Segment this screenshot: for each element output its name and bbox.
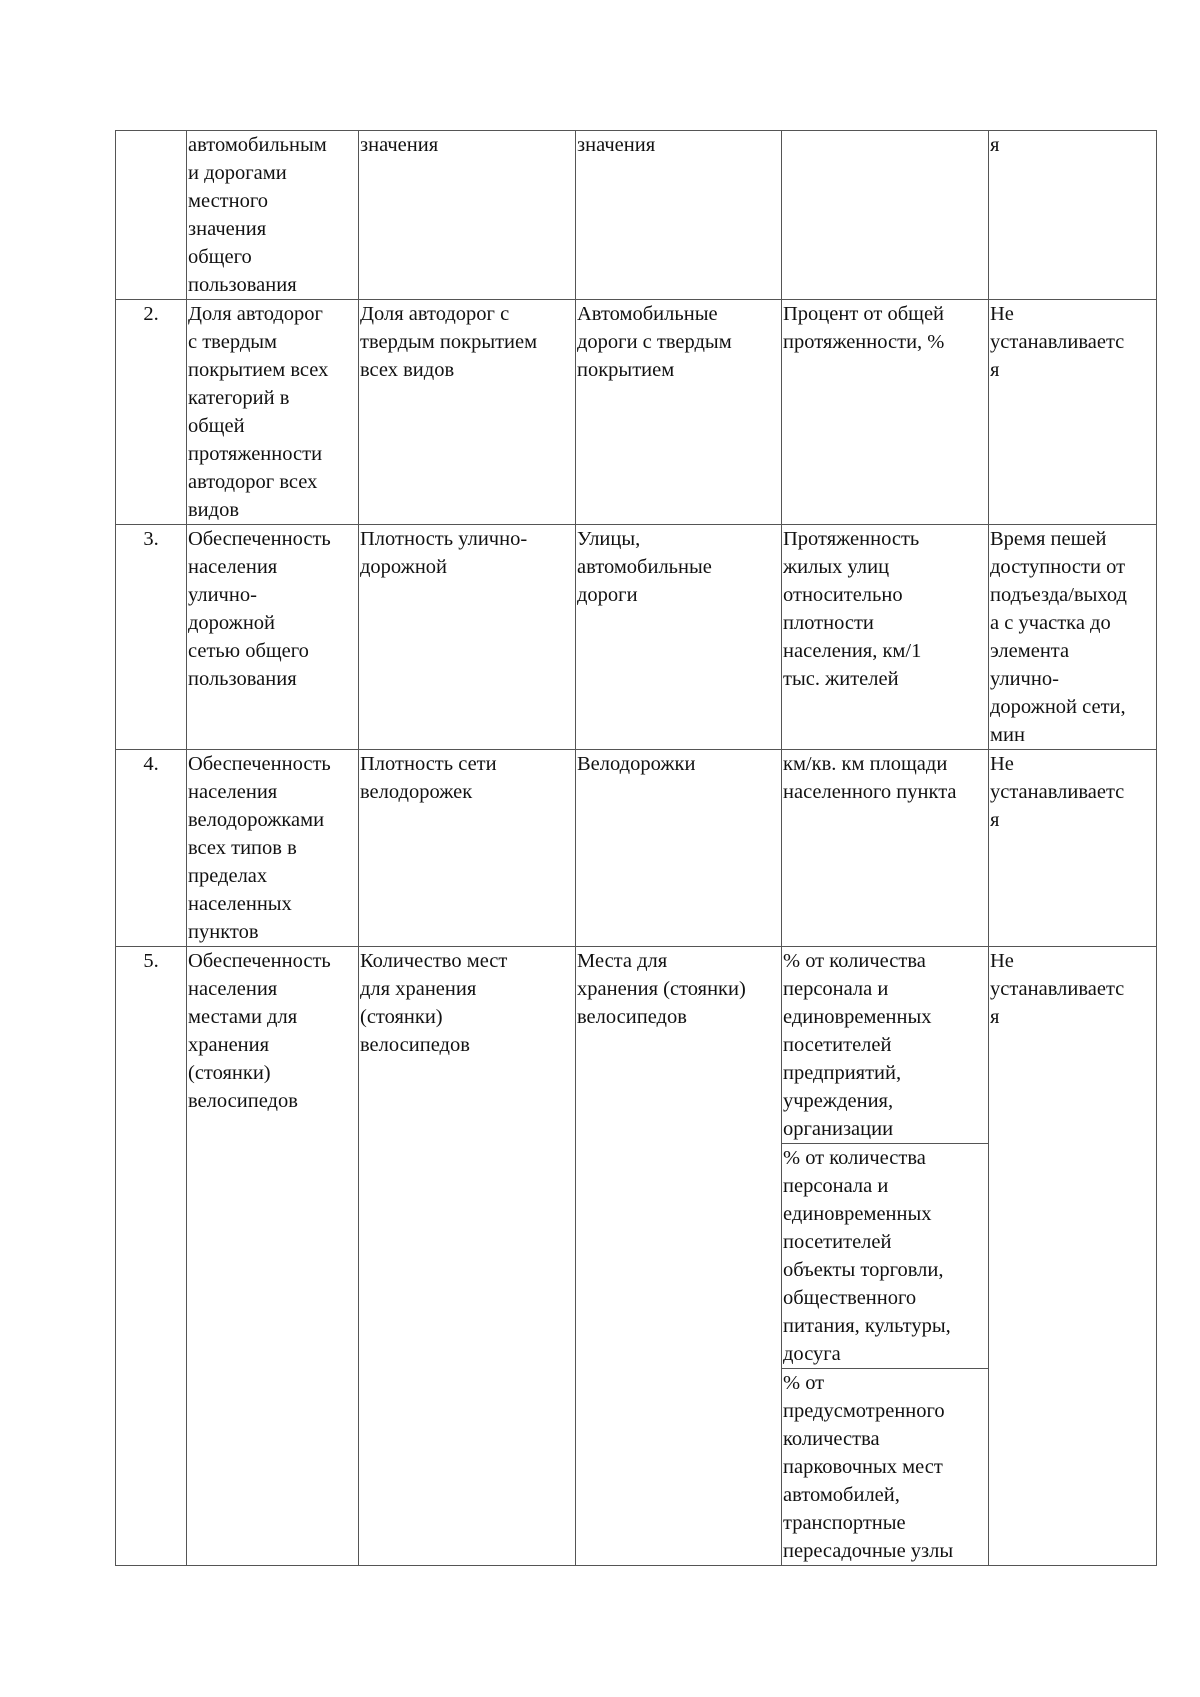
object-cell: Улицы, автомобильные дороги xyxy=(576,525,782,750)
unit-cell xyxy=(782,131,989,300)
parameter-cell: Доля автодорог с твердым покрытием всех видов xyxy=(359,300,576,525)
accessibility-cell: Время пешей доступности от подъезда/выход а с участка до элемента улично- дорожной сети, мин xyxy=(989,525,1157,750)
parameter-cell: значения xyxy=(359,131,576,300)
row-number-cell: 2. xyxy=(116,300,187,525)
unit-cell: Протяженность жилых улиц относительно плотности населения, км/1 тыс. жителей xyxy=(782,525,989,750)
parameter-cell: Плотность улично- дорожной xyxy=(359,525,576,750)
parameter-cell: Количество мест для хранения (стоянки) велосипедов xyxy=(359,947,576,1566)
indicator-cell: Доля автодорог с твердым покрытием всех категорий в общей протяженности автодорог всех видов xyxy=(187,300,359,525)
accessibility-cell: я xyxy=(989,131,1157,300)
accessibility-cell: Не устанавливаетс я xyxy=(989,947,1157,1566)
object-cell: Автомобильные дороги с твердым покрытием xyxy=(576,300,782,525)
table-row xyxy=(116,750,1157,947)
indicator-cell: Обеспеченность населения местами для хранения (стоянки) велосипедов xyxy=(187,947,359,1566)
unit-cell: % от количества персонала и единовременных посетителей предприятий, учреждения, организации xyxy=(782,947,989,1144)
unit-cell: % от предусмотренного количества парковочных мест автомобилей, транспортные пересадочные узлы xyxy=(782,1369,989,1566)
parameter-cell: Плотность сети велодорожек xyxy=(359,750,576,947)
table-row xyxy=(116,300,1157,525)
indicator-cell: Обеспеченность населения велодорожками всех типов в пределах населенных пунктов xyxy=(187,750,359,947)
table-row xyxy=(116,131,1157,300)
row-number-cell: 4. xyxy=(116,750,187,947)
indicator-cell: Обеспеченность населения улично- дорожной сетью общего пользования xyxy=(187,525,359,750)
row-number-cell xyxy=(116,131,187,300)
row-number-cell: 5. xyxy=(116,947,187,1566)
indicators-table xyxy=(115,130,1157,1566)
accessibility-cell: Не устанавливаетс я xyxy=(989,750,1157,947)
table-row xyxy=(116,947,1157,1144)
unit-cell: Процент от общей протяженности, % xyxy=(782,300,989,525)
unit-cell: км/кв. км площади населенного пункта xyxy=(782,750,989,947)
indicator-cell: автомобильным и дорогами местного значения общего пользования xyxy=(187,131,359,300)
table-row xyxy=(116,525,1157,750)
object-cell: Места для хранения (стоянки) велосипедов xyxy=(576,947,782,1566)
object-cell: Велодорожки xyxy=(576,750,782,947)
accessibility-cell: Не устанавливаетс я xyxy=(989,300,1157,525)
object-cell: значения xyxy=(576,131,782,300)
row-number-cell: 3. xyxy=(116,525,187,750)
unit-cell: % от количества персонала и единовременных посетителей объекты торговли, общественного питания, культуры, досуга xyxy=(782,1144,989,1369)
